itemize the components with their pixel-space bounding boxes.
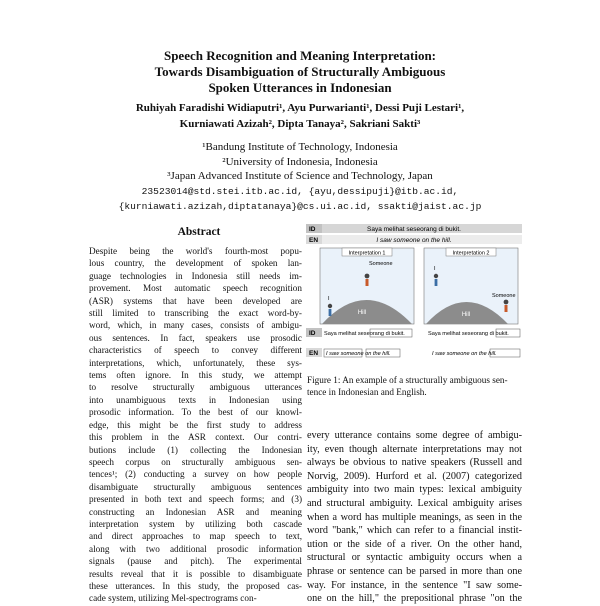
body-line: one on the hill," the prepositional phrase "on the (307, 593, 522, 605)
body-line: ity, even though alternate interpretations may not (307, 443, 522, 455)
body-line: every utterance contains some degree of ambigu- (307, 430, 522, 441)
abstract-line: along with two additional prosodic information (89, 543, 302, 554)
abstract-line: presented in both text and speech forms; and (3) (89, 494, 302, 505)
en-tag: EN (309, 237, 319, 244)
caption-line: tence in Indonesian and English. (307, 387, 427, 398)
title-line: Spoken Utterances in Indonesian (208, 80, 392, 95)
interp-1-id: Saya melihat seseorang di bukit. (324, 331, 405, 337)
body-line: when a word has multiple meanings, as seen in the (307, 511, 522, 523)
caption-line: Figure 1: An example of a structurally ambiguous sen- (307, 375, 508, 385)
author-line: Ruhiyah Faradishi Widiaputri¹, Ayu Purwarianti¹, Dessi Puji Lestari¹, (135, 102, 465, 114)
abstract-line: these utterances. In this study, the proposed cas- (89, 580, 302, 591)
abstract-line: results reveal that it is possible to disambiguate (89, 568, 302, 579)
body-line: Norvig, 2009). Hurford et al. (2007) categorized (307, 470, 522, 482)
abstract-line: speech corpus on structurally ambiguous sen- (89, 456, 302, 467)
en-sentence: I saw someone on the hill. (376, 237, 452, 244)
body-line: phrase or sentence can be parsed in more than one (307, 565, 522, 577)
abstract-line: characteristics of speech to convey different (89, 345, 302, 356)
interp-2-id: Saya melihat seseorang di bukit. (428, 331, 509, 337)
title-line: Towards Disambiguation of Structurally Ambiguous (154, 64, 446, 79)
panel-1-i-label: I (328, 296, 330, 302)
id-sentence: Saya melihat seseorang di bukit. (367, 226, 461, 233)
abstract-line: still limited to transcribing the exact word-by- (89, 308, 302, 319)
id-tag: ID (309, 226, 316, 233)
body-line: ution or the side of a river. On the other hand, (307, 538, 522, 550)
panel-1-title: Interpretation 1 (348, 250, 386, 257)
abstract-line: into unambiguous texts in Indonesian using (89, 394, 302, 405)
figure-caption (307, 374, 521, 399)
abstract-line: interpretations, which, unfortunately, these sys- (89, 357, 302, 368)
panel-2-hill-label: Hill (461, 312, 471, 318)
abstract-line: interpretation system by utilizing both cascade (89, 518, 302, 529)
panel-2-someone-label: Someone (492, 293, 516, 299)
panel-2-title: Interpretation 2 (452, 250, 490, 257)
affiliation: ¹Bandung Institute of Technology, Indonesia (202, 141, 398, 153)
abstract-line: constructing an Indonesian ASR and meaning (89, 506, 302, 517)
affiliation: ²University of Indonesia, Indonesia (222, 155, 378, 168)
panel-2-i-label: I (434, 266, 436, 272)
body-line: structural or syntactic ambiguity occurs when a (307, 552, 522, 564)
panel-1-hill-label: Hill (357, 310, 367, 316)
abstract-line: this problem in the ASR context. Our contri- (89, 432, 302, 443)
abstract-body (89, 245, 302, 605)
body-line: word "bank," which can refer to a financial instit- (307, 525, 522, 537)
panel-1-someone-label: Someone (369, 261, 393, 267)
abstract-line: (ASR) systems that have been developed are (89, 295, 302, 306)
email-line: {kurniawati.azizah,diptatanaya}@cs.ui.ac.id, ssakti@jaist.ac.jp (118, 201, 482, 212)
abstract-line: Despite being the world's fourth-most popu- (89, 246, 302, 256)
abstract-line: signals (pause and pitch). The experimental (89, 556, 302, 567)
interp-en-tag: EN (309, 350, 319, 357)
abstract-line: ous sentences. In fact, speakers use prosodic (89, 332, 302, 343)
abstract-line: to resolve structurally ambiguous utterances (89, 382, 302, 393)
abstract-line: provement. Most automatic speech recognition (89, 283, 302, 294)
abstract-line: lous country, the development of spoken lan- (89, 258, 302, 269)
abstract-line: disambiguate structurally ambiguous sentences (89, 481, 302, 492)
affiliation: ³Japan Advanced Institute of Science and Technology, Japan (167, 170, 433, 182)
author-list (40, 100, 560, 132)
figure-1 (306, 224, 522, 366)
abstract-line: guage technologies in Indonesia still needs im- (89, 270, 302, 281)
abstract-line: edge, this might be the first study to address (89, 419, 302, 430)
abstract-line: butions include (1) collecting the Indonesian (89, 444, 302, 455)
author-line: Kurniawati Azizah², Dipta Tanaya², Sakriani Sakti³ (179, 118, 421, 130)
abstract-heading: Abstract (177, 226, 221, 238)
author-emails (40, 184, 560, 214)
abstract-line: prosodic information. To the best of our knowl- (89, 407, 302, 418)
body-line: way. For instance, in the sentence "I saw some- (307, 579, 522, 591)
paper-title (60, 48, 540, 96)
abstract-line: and direct approaches to map speech to text, (89, 531, 302, 542)
interp-id-tag: ID (309, 330, 316, 337)
abstract-line: tences¹; (2) conducting a survey on how people (89, 469, 302, 480)
body-line: and structural ambiguity. Lexical ambiguity arises (307, 497, 522, 509)
interp-2-en: I saw someone on the hill. (432, 351, 497, 357)
abstract-line: word, which, in many cases, consists of ambigu- (89, 320, 302, 331)
title-line: Speech Recognition and Meaning Interpretation: (163, 48, 437, 63)
email-line: 23523014@std.stei.itb.ac.id, {ayu,dessipuji}@itb.ac.id, (141, 186, 459, 197)
body-line: ambiguity into two main types: lexical ambiguity (307, 484, 522, 496)
affiliations (40, 140, 560, 184)
body-text-right-column (307, 429, 522, 606)
body-line: always be obvious to native speakers (Russell and (307, 457, 522, 469)
interp-1-en: I saw someone on the hill. (326, 351, 391, 357)
abstract-line: tems often ignore. In this study, we attempt (89, 370, 302, 381)
abstract-line: cade system, utilizing Mel-spectrograms con- (89, 593, 257, 604)
